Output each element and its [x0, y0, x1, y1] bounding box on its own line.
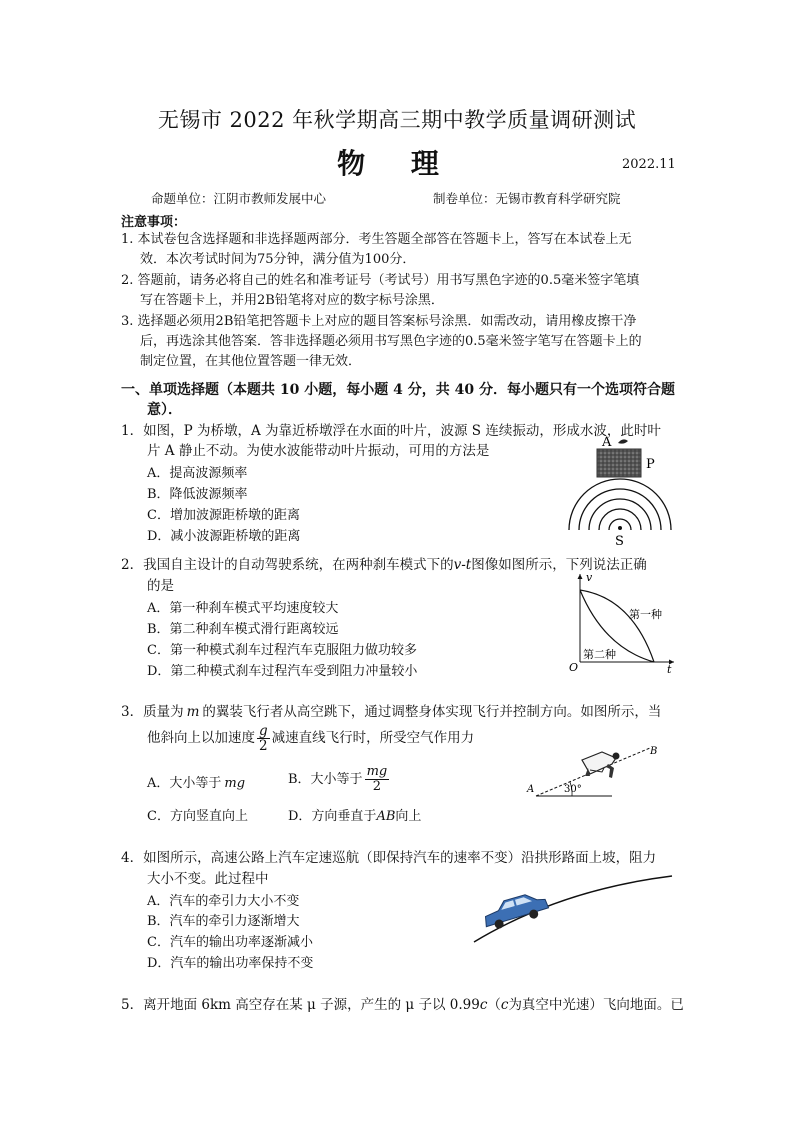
wave-source-dot	[618, 526, 622, 530]
q3-option-d[interactable]	[288, 805, 421, 824]
angle-label: 30°	[564, 784, 582, 795]
notice-item-number: 1.	[121, 232, 134, 247]
notice-item-text: 本试卷包含选择题和非选择题两部分．考生答题全部答在答题卡上，答写在本试卷上无	[137, 232, 632, 247]
label-p: P	[646, 457, 655, 472]
q2-option-b[interactable]: B．第二种刹车模式滑行距离较远	[147, 622, 339, 637]
q2-option-d[interactable]: D．第二种模式刹车过程汽车受到阻力冲量较小	[147, 664, 418, 679]
q1-wave-figure	[560, 432, 680, 550]
q3-option-a-text: A．大小等于	[147, 776, 222, 791]
subject-title: 物 理	[337, 147, 457, 180]
notice-item-3-cont2: 制定位置，在其他位置答题一律无效．	[140, 354, 362, 369]
label-a: A	[527, 784, 535, 795]
notice-item-2-cont: 写在答题卡上，并用2B铅笔将对应的数字标号涂黑．	[140, 293, 444, 308]
print-unit: 制卷单位：无锡市教育科学研究院	[433, 191, 621, 206]
notice-heading: 注意事项：	[121, 215, 187, 230]
origin-label: O	[569, 661, 579, 674]
wave-arcs	[569, 479, 671, 530]
q3-stem-c: 他斜向上以加速度	[147, 730, 255, 746]
q5-c-var-2: c	[500, 997, 509, 1013]
q3-stem-cont	[147, 724, 474, 753]
notice-item-1	[121, 230, 632, 251]
q1-option-d[interactable]: D．减小波源距桥墩的距离	[147, 529, 301, 544]
label-a: A	[602, 435, 612, 450]
q3-option-d-var: AB	[376, 809, 396, 824]
frac-numerator: mg	[366, 764, 388, 779]
q5-stem	[121, 995, 684, 1016]
q2-vt-var: v-t	[453, 557, 472, 573]
q2-option-a[interactable]: A．第一种刹车模式平均速度较大	[147, 601, 339, 616]
q3-fraction-mg2	[365, 765, 390, 794]
q4-option-a[interactable]: A．汽车的牵引力大小不变	[147, 894, 300, 909]
q4-car-on-arch-figure	[470, 866, 675, 946]
t-label: t	[667, 663, 672, 674]
q2-stem-cont: 的是	[147, 578, 174, 594]
q5-stem-a: 5．离开地面 6km 高空存在某 μ 子源，产生的 μ 子以 0.99	[121, 997, 480, 1013]
q3-stem-a: 3．质量为	[121, 704, 184, 720]
q2-option-c[interactable]: C．第一种模式刹车过程汽车克服阻力做功较多	[147, 643, 417, 658]
label-s: S	[615, 534, 624, 549]
q1-option-c[interactable]: C．增加波源距桥墩的距离	[147, 508, 300, 523]
q2-vt-graph	[566, 570, 678, 674]
exam-title: 无锡市 2022 年秋学期高三期中教学质量调研测试	[157, 108, 637, 132]
notice-item-text: 选择题必须用2B铅笔把答题卡上对应的题目答案标号涂黑．如需改动，请用橡皮擦干净	[137, 314, 637, 329]
q3-option-d-text: D．方向垂直于	[288, 809, 377, 824]
q5-stem-c: 为真空中光速）飞向地面。已	[508, 997, 684, 1013]
label-b: B	[650, 746, 658, 757]
exam-date: 2022.11	[622, 157, 676, 172]
wingsuit-flyer-icon	[582, 752, 620, 778]
second-mode-label: 第二种	[583, 648, 616, 661]
q3-fraction-g2	[257, 724, 270, 753]
car-icon	[481, 890, 551, 932]
q5-c-var: c	[479, 997, 488, 1013]
notice-item-1-cont: 效．本次考试时间为75分钟，满分值为100分．	[140, 252, 416, 267]
q3-stem	[121, 702, 661, 723]
pier-block	[597, 449, 641, 477]
v-axis-arrow	[578, 574, 583, 579]
q2-stem-b: 图像如图所示，下列说法正确	[471, 557, 647, 573]
frac-denominator: 2	[372, 779, 382, 794]
notice-item-number: 2.	[121, 273, 134, 288]
q1-option-a[interactable]: A．提高波源频率	[147, 466, 248, 481]
q3-stem-b: 的翼装飞行者从高空跳下，通过调整身体实现飞行并控制方向。如图所示，当	[202, 704, 662, 720]
v-label: v	[586, 571, 593, 584]
q1-stem: 1．如图，P 为桥墩，A 为靠近桥墩浮在水面的叶片，波源 S 连续振动，形成水波，此时叶	[121, 423, 661, 439]
notice-item-3-cont: 后，再选涂其他答案．答非选择题必须用书写黑色字迹的0.5毫米签字笔写在答题卡上的	[140, 334, 642, 349]
q4-option-c[interactable]: C．汽车的输出功率逐渐减小	[147, 935, 313, 950]
section-heading-cont: 意）．	[147, 402, 182, 418]
q1-option-b[interactable]: B．降低波源频率	[147, 487, 248, 502]
q2-stem-a: 2．我国自主设计的自动驾驶系统，在两种刹车模式下的	[121, 557, 454, 573]
q4-stem: 4．如图所示，高速公路上汽车定速巡航（即保持汽车的速率不变）沿拱形路面上坡，阻力	[121, 850, 657, 866]
q3-stem-d: 减速直线飞行时，所受空气作用力	[271, 730, 475, 746]
frac-denominator: 2	[259, 738, 268, 754]
q3-option-a[interactable]	[147, 772, 245, 791]
q4-stem-cont: 大小不变。此过程中	[147, 871, 269, 887]
notice-item-2	[121, 271, 639, 292]
q3-option-d-text2: 向上	[395, 809, 422, 824]
notice-item-number: 3.	[121, 314, 134, 329]
q1-stem-cont: 片 A 静止不动。为使水波能带动叶片振动，可用的方法是	[147, 443, 490, 459]
first-mode-label: 第一种	[629, 608, 662, 621]
section-heading: 一、单项选择题（本题共 10 小题，每小题 4 分，共 40 分．每小题只有一个选项符合题	[121, 382, 675, 398]
q3-option-b[interactable]	[288, 765, 391, 794]
q4-option-b[interactable]: B．汽车的牵引力逐渐增大	[147, 914, 300, 929]
q4-option-d[interactable]: D．汽车的输出功率保持不变	[147, 956, 314, 971]
q3-option-a-var: mg	[224, 776, 246, 791]
notice-item-3	[121, 312, 636, 333]
q5-stem-b: （	[487, 997, 501, 1013]
q3-wingsuit-figure	[524, 742, 666, 800]
leaf-icon	[618, 439, 628, 443]
frac-numerator: g	[259, 723, 268, 739]
q3-option-c[interactable]: C．方向竖直向上	[147, 809, 248, 824]
notice-item-text: 答题前，请务必将自己的姓名和准考证号（考试号）用书写黑色字迹的0.5毫米签字笔填	[137, 273, 640, 288]
q3-option-b-text: B．大小等于	[288, 772, 363, 787]
author-unit: 命题单位：江阴市教师发展中心	[151, 191, 327, 206]
q3-m-var: m	[186, 704, 200, 720]
